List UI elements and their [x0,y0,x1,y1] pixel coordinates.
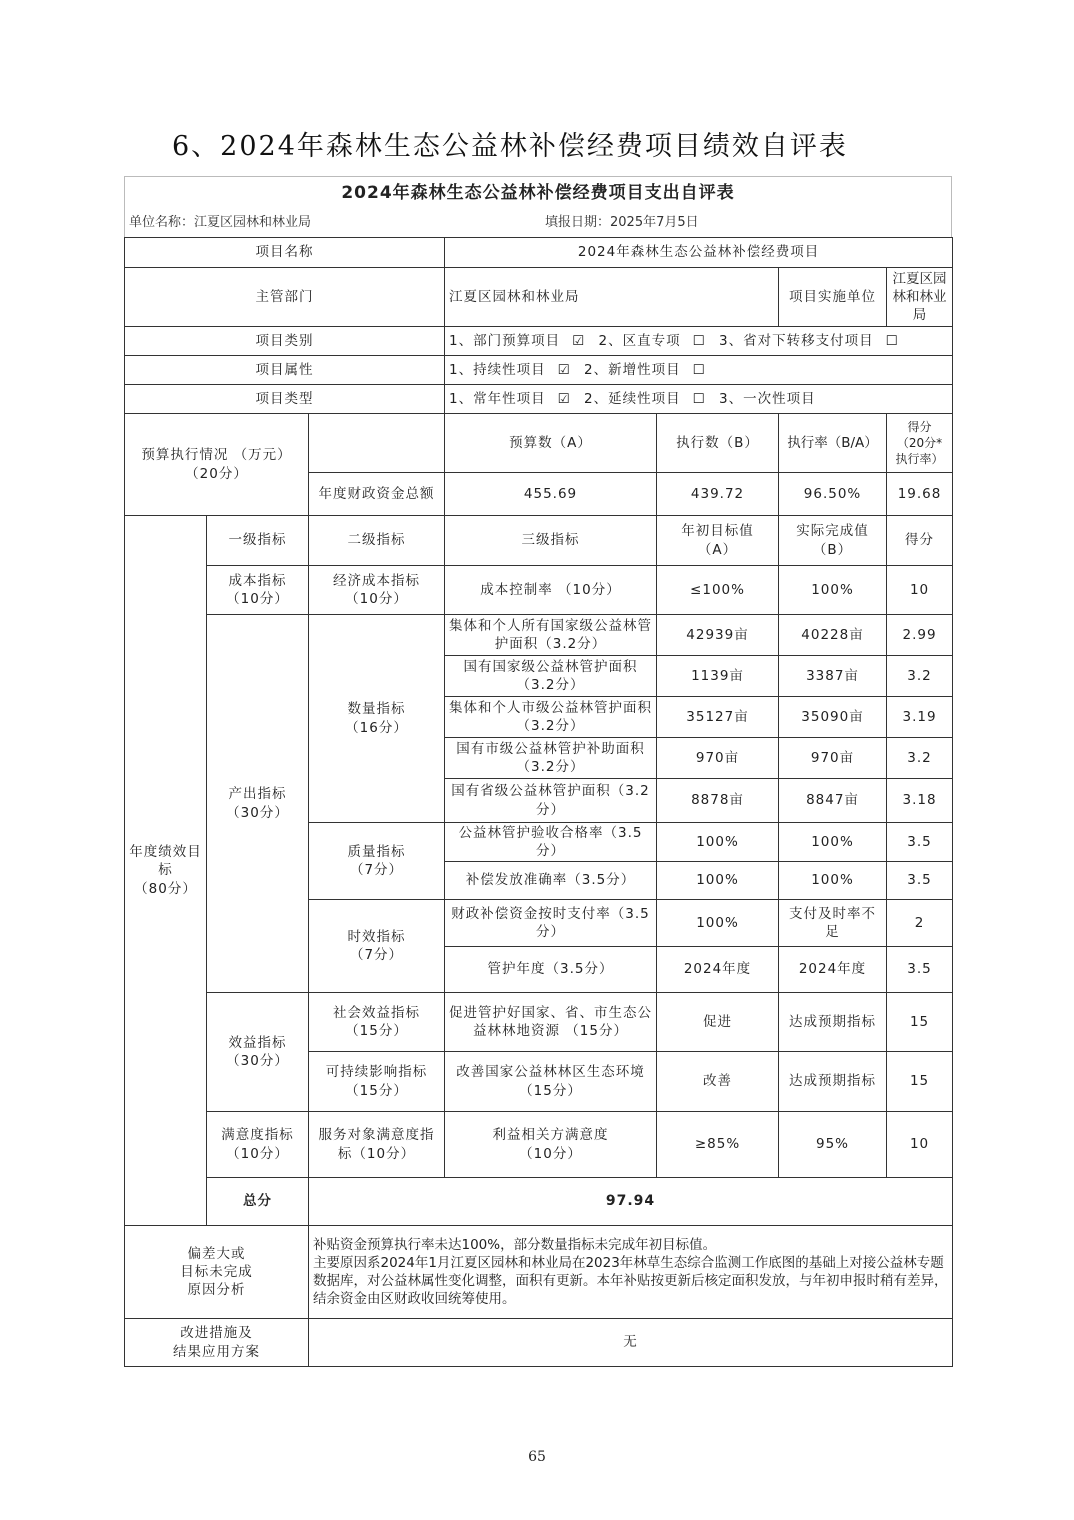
q3-target: 35127亩 [657,697,779,738]
cost-actual: 100% [779,566,887,615]
table-row [125,993,953,1052]
impl-label: 项目实施单位 [779,268,887,327]
improvement-text: 无 [309,1319,953,1367]
s1-score: 15 [887,993,953,1052]
q4-l3: 国有市级公益林管护补助面积（3.2分） [445,738,657,779]
category-opt3: 3、省对下转移支付项目 [719,332,874,349]
cost-l2: 经济成本指标 （10分） [309,566,445,615]
category-opt3-checkbox[interactable]: ☐ [885,332,899,349]
category-options [445,327,953,356]
budget-label: 预算执行情况 （万元） （20分） [125,414,309,516]
q4-target: 970亩 [657,738,779,779]
quality-l2: 质量指标 （7分） [309,823,445,900]
total-value: 97.94 [309,1178,953,1226]
type-row [125,385,953,414]
project-name-row [125,238,953,268]
q5-l3: 国有省级公益林管护面积（3.2分） [445,779,657,823]
type-opt2: 2、延续性项目 [584,390,681,407]
attribute-row [125,356,953,385]
attribute-label: 项目属性 [125,356,445,385]
perf-h-level2: 二级指标 [309,516,445,566]
total-row [125,1178,953,1226]
q3-score: 3.19 [887,697,953,738]
m1-l3: 公益林管护验收合格率（3.5分） [445,823,657,862]
q4-score: 3.2 [887,738,953,779]
q3-l3: 集体和个人市级公益林管护面积（3.2分） [445,697,657,738]
satisfy-l1: 满意度指标 （10分） [207,1112,309,1178]
s2-l3: 改善国家公益林林区生态环境（15分） [445,1052,657,1112]
department-row [125,268,953,327]
impl-value: 江夏区园林和林业局 [887,268,953,327]
q5-actual: 8847亩 [779,779,887,823]
type-options [445,385,953,414]
t1-score: 2 [887,900,953,947]
category-opt2: 2、区直专项 [598,332,681,349]
cost-target: ≤100% [657,566,779,615]
s1-l3: 促进管护好国家、省、市生态公益林林地资源 （15分） [445,993,657,1052]
attribute-opt1: 1、持续性项目 [449,361,546,378]
evaluation-table [124,237,953,1367]
type-label: 项目类型 [125,385,445,414]
improvement-row [125,1319,953,1367]
sustain-l2: 可持续影响指标 （15分） [309,1052,445,1112]
perf-h-score: 得分 [887,516,953,566]
budget-rate: 96.50% [779,473,887,516]
perf-h-level1: 一级指标 [207,516,309,566]
benefit-l1: 效益指标 （30分） [207,993,309,1112]
q2-target: 1139亩 [657,656,779,697]
category-opt1-checkbox[interactable]: ☑ [572,332,586,349]
s2-target: 改善 [657,1052,779,1112]
q2-score: 3.2 [887,656,953,697]
type-opt1: 1、常年性项目 [449,390,546,407]
date-info [545,209,699,237]
perf-h-target: 年初目标值 （A） [657,516,779,566]
m1-target: 100% [657,823,779,862]
quantity-l2: 数量指标 （16分） [309,615,445,823]
date-label: 填报日期： [545,215,611,230]
t1-actual: 支付及时率不足 [779,900,887,947]
q5-score: 3.18 [887,779,953,823]
t1-l3: 财政补偿资金按时支付率（3.5分） [445,900,657,947]
q1-l3: 集体和个人所有国家级公益林管护面积（3.2分） [445,615,657,656]
budget-blank [309,414,445,473]
sat-actual: 95% [779,1112,887,1178]
budget-col-a: 预算数（A） [445,414,657,473]
q1-actual: 40228亩 [779,615,887,656]
improvement-label: 改进措施及 结果应用方案 [125,1319,309,1367]
m2-score: 3.5 [887,862,953,900]
s1-actual: 达成预期指标 [779,993,887,1052]
type-opt2-checkbox[interactable]: ☐ [692,390,706,407]
budget-col-rate: 执行率（B/A） [779,414,887,473]
t2-score: 3.5 [887,947,953,993]
attribute-opt2: 2、新增性项目 [584,361,681,378]
s2-score: 15 [887,1052,953,1112]
evaluation-form [124,176,952,1367]
budget-a: 455.69 [445,473,657,516]
attribute-options [445,356,953,385]
q1-score: 2.99 [887,615,953,656]
table-row [125,615,953,656]
time-l2: 时效指标 （7分） [309,900,445,993]
dept-label: 主管部门 [125,268,445,327]
q3-actual: 35090亩 [779,697,887,738]
budget-header-row [125,414,953,473]
q4-actual: 970亩 [779,738,887,779]
q2-l3: 国有国家级公益林管护面积（3.2分） [445,656,657,697]
category-opt2-checkbox[interactable]: ☐ [692,332,706,349]
budget-col-b: 执行数（B） [657,414,779,473]
q5-target: 8878亩 [657,779,779,823]
q1-target: 42939亩 [657,615,779,656]
project-name-label: 项目名称 [125,238,445,268]
deviation-label: 偏差大或 目标未完成 原因分析 [125,1226,309,1319]
m1-score: 3.5 [887,823,953,862]
attribute-opt1-checkbox[interactable]: ☑ [557,361,571,378]
budget-score: 19.68 [887,473,953,516]
unit-info [129,209,311,237]
type-opt3: 3、一次性项目 [719,390,816,407]
category-label: 项目类别 [125,327,445,356]
category-opt1: 1、部门预算项目 [449,332,561,349]
table-row [125,566,953,615]
output-l1: 产出指标 （30分） [207,615,309,993]
cost-score: 10 [887,566,953,615]
t2-target: 2024年度 [657,947,779,993]
s1-target: 促进 [657,993,779,1052]
type-opt1-checkbox[interactable]: ☑ [557,390,571,407]
page-number: 65 [528,1449,546,1465]
budget-col-score: 得分 （20分*执行率） [887,414,953,473]
m2-target: 100% [657,862,779,900]
date-value: 2025年7月5日 [610,215,699,230]
satisfy-l2: 服务对象满意度指标（10分） [309,1112,445,1178]
sat-score: 10 [887,1112,953,1178]
total-label: 总分 [207,1178,309,1226]
category-row [125,327,953,356]
cost-l3: 成本控制率 （10分） [445,566,657,615]
form-title: 2024年森林生态公益林补偿经费项目支出自评表 [124,176,952,209]
perf-h-actual: 实际完成值 （B） [779,516,887,566]
social-l2: 社会效益指标 （15分） [309,993,445,1052]
budget-row-label: 年度财政资金总额 [309,473,445,516]
t1-target: 100% [657,900,779,947]
dept-value: 江夏区园林和林业局 [445,268,779,327]
s2-actual: 达成预期指标 [779,1052,887,1112]
m2-l3: 补偿发放准确率（3.5分） [445,862,657,900]
m2-actual: 100% [779,862,887,900]
deviation-text: 补贴资金预算执行率未达100%，部分数量指标未完成年初目标值。 主要原因系2024年1月江夏区园林和林业局在2023年林草生态综合监测工作底图的基础上对接公益林专题数据库，对公益林属性变化调整，面积有更新。本年补贴按更新后核定面积发放，与年初申报时稍有差异，结余资金由区财政收回统筹使用。 [309,1226,953,1319]
page-heading: 6、2024年森林生态公益林补偿经费项目绩效自评表 [172,131,848,162]
m1-actual: 100% [779,823,887,862]
sat-l3: 利益相关方满意度 （10分） [445,1112,657,1178]
cost-l1: 成本指标 （10分） [207,566,309,615]
budget-b: 439.72 [657,473,779,516]
table-row [125,1112,953,1178]
unit-value: 江夏区园林和林业局 [194,215,312,230]
attribute-opt2-checkbox[interactable]: ☐ [692,361,706,378]
deviation-row [125,1226,953,1319]
perf-h-level3: 三级指标 [445,516,657,566]
q2-actual: 3387亩 [779,656,887,697]
perf-header-row [125,516,953,566]
perf-group-label: 年度绩效目标 （80分） [125,516,207,1226]
project-name-value: 2024年森林生态公益林补偿经费项目 [445,238,953,268]
t2-actual: 2024年度 [779,947,887,993]
sat-target: ≥85% [657,1112,779,1178]
unit-label: 单位名称： [129,215,195,230]
t2-l3: 管护年度（3.5分） [445,947,657,993]
meta-row [124,209,952,237]
